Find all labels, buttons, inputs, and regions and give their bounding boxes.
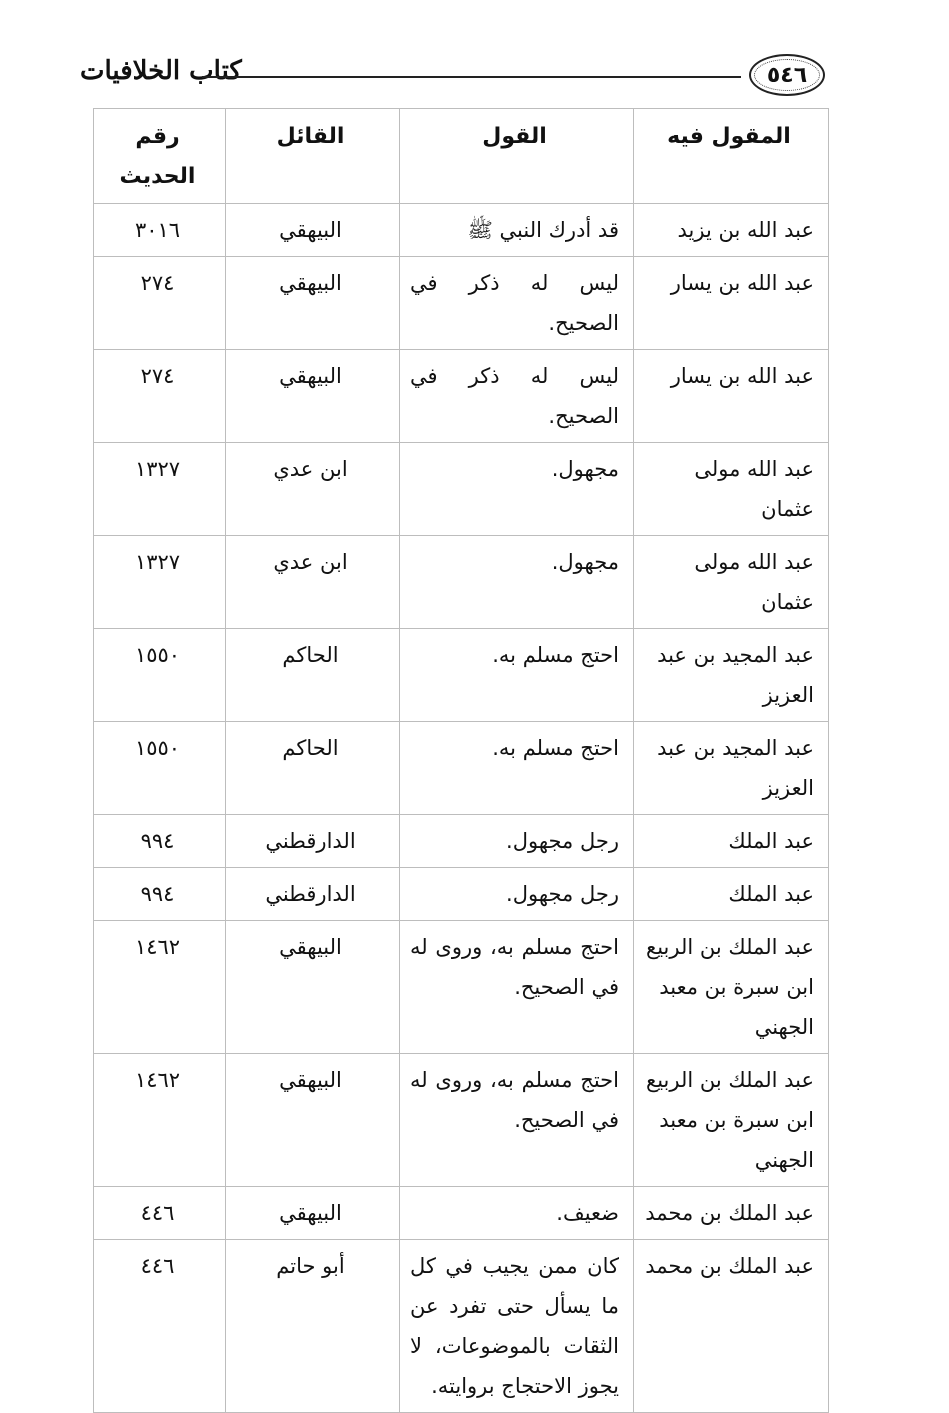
- table-row: [94, 921, 829, 1054]
- table-row: [94, 536, 829, 629]
- hadith-number-cell: ٤٤٦: [94, 1240, 226, 1413]
- table-row: [94, 443, 829, 536]
- subject-cell: عبد الله بن يسار: [634, 350, 829, 443]
- hadith-number-cell: ١٤٦٢: [94, 921, 226, 1054]
- speaker-cell: الحاكم: [226, 629, 400, 722]
- hadith-number-cell: ٢٧٤: [94, 350, 226, 443]
- narrators-table: [93, 108, 829, 1413]
- quote-cell: مجهول.: [400, 443, 634, 536]
- table-row: [94, 1240, 829, 1413]
- quote-cell: مجهول.: [400, 536, 634, 629]
- column-header-quote: القول: [400, 109, 634, 204]
- speaker-cell: البيهقي: [226, 204, 400, 257]
- table-header-row: [94, 109, 829, 204]
- quote-cell: ليس له ذكر في الصحيح.: [400, 350, 634, 443]
- quote-cell: احتج مسلم به، وروى له في الصحيح.: [400, 1054, 634, 1187]
- quote-cell: احتج مسلم به.: [400, 722, 634, 815]
- hadith-number-cell: ١٥٥٠: [94, 629, 226, 722]
- page-number-badge: [749, 54, 825, 96]
- speaker-cell: الدارقطني: [226, 815, 400, 868]
- speaker-cell: ابن عدي: [226, 443, 400, 536]
- table-row: [94, 1187, 829, 1240]
- table-row: [94, 629, 829, 722]
- subject-cell: عبد الملك بن الربيع ابن سبرة بن معبد الجهني: [634, 1054, 829, 1187]
- column-header-subject: المقول فيه: [634, 109, 829, 204]
- subject-cell: عبد الملك بن الربيع ابن سبرة بن معبد الجهني: [634, 921, 829, 1054]
- hadith-number-cell: ١٥٥٠: [94, 722, 226, 815]
- speaker-cell: البيهقي: [226, 1054, 400, 1187]
- speaker-cell: البيهقي: [226, 257, 400, 350]
- quote-cell: رجل مجهول.: [400, 868, 634, 921]
- speaker-cell: البيهقي: [226, 921, 400, 1054]
- quote-cell: احتج مسلم به، وروى له في الصحيح.: [400, 921, 634, 1054]
- subject-cell: عبد المجيد بن عبد العزيز: [634, 629, 829, 722]
- hadith-number-cell: ٩٩٤: [94, 815, 226, 868]
- table-row: [94, 815, 829, 868]
- subject-cell: عبد الملك: [634, 815, 829, 868]
- quote-cell: كان ممن يجيب في كل ما يسأل حتى تفرد عن الثقات بالموضوعات، لا يجوز الاحتجاج بروايته.: [400, 1240, 634, 1413]
- header-rule: [202, 76, 741, 78]
- subject-cell: عبد الله بن يزيد: [634, 204, 829, 257]
- quote-cell: رجل مجهول.: [400, 815, 634, 868]
- subject-cell: عبد الله مولى عثمان: [634, 536, 829, 629]
- column-header-speaker: القائل: [226, 109, 400, 204]
- book-title: كتاب الخلافيات: [80, 56, 242, 86]
- speaker-cell: البيهقي: [226, 1187, 400, 1240]
- table-row: [94, 257, 829, 350]
- subject-cell: عبد الله بن يسار: [634, 257, 829, 350]
- table-row: [94, 350, 829, 443]
- quote-cell: ضعيف.: [400, 1187, 634, 1240]
- hadith-number-cell: ١٤٦٢: [94, 1054, 226, 1187]
- page-number: ٥٤٦: [766, 62, 808, 88]
- hadith-number-cell: ٩٩٤: [94, 868, 226, 921]
- column-header-hadith-number: رقم الحديث: [94, 109, 226, 204]
- speaker-cell: الحاكم: [226, 722, 400, 815]
- table-row: [94, 1054, 829, 1187]
- subject-cell: عبد الملك بن محمد: [634, 1240, 829, 1413]
- speaker-cell: البيهقي: [226, 350, 400, 443]
- table-row: [94, 204, 829, 257]
- quote-cell: قد أدرك النبي ﷺ: [400, 204, 634, 257]
- quote-cell: ليس له ذكر في الصحيح.: [400, 257, 634, 350]
- subject-cell: عبد الملك: [634, 868, 829, 921]
- page-header: [80, 52, 825, 102]
- hadith-number-cell: ١٣٢٧: [94, 536, 226, 629]
- speaker-cell: أبو حاتم: [226, 1240, 400, 1413]
- quote-cell: احتج مسلم به.: [400, 629, 634, 722]
- hadith-number-cell: ٢٧٤: [94, 257, 226, 350]
- table-row: [94, 722, 829, 815]
- speaker-cell: ابن عدي: [226, 536, 400, 629]
- speaker-cell: الدارقطني: [226, 868, 400, 921]
- hadith-number-cell: ٣٠١٦: [94, 204, 226, 257]
- table-row: [94, 868, 829, 921]
- subject-cell: عبد المجيد بن عبد العزيز: [634, 722, 829, 815]
- subject-cell: عبد الله مولى عثمان: [634, 443, 829, 536]
- hadith-number-cell: ١٣٢٧: [94, 443, 226, 536]
- hadith-number-cell: ٤٤٦: [94, 1187, 226, 1240]
- subject-cell: عبد الملك بن محمد: [634, 1187, 829, 1240]
